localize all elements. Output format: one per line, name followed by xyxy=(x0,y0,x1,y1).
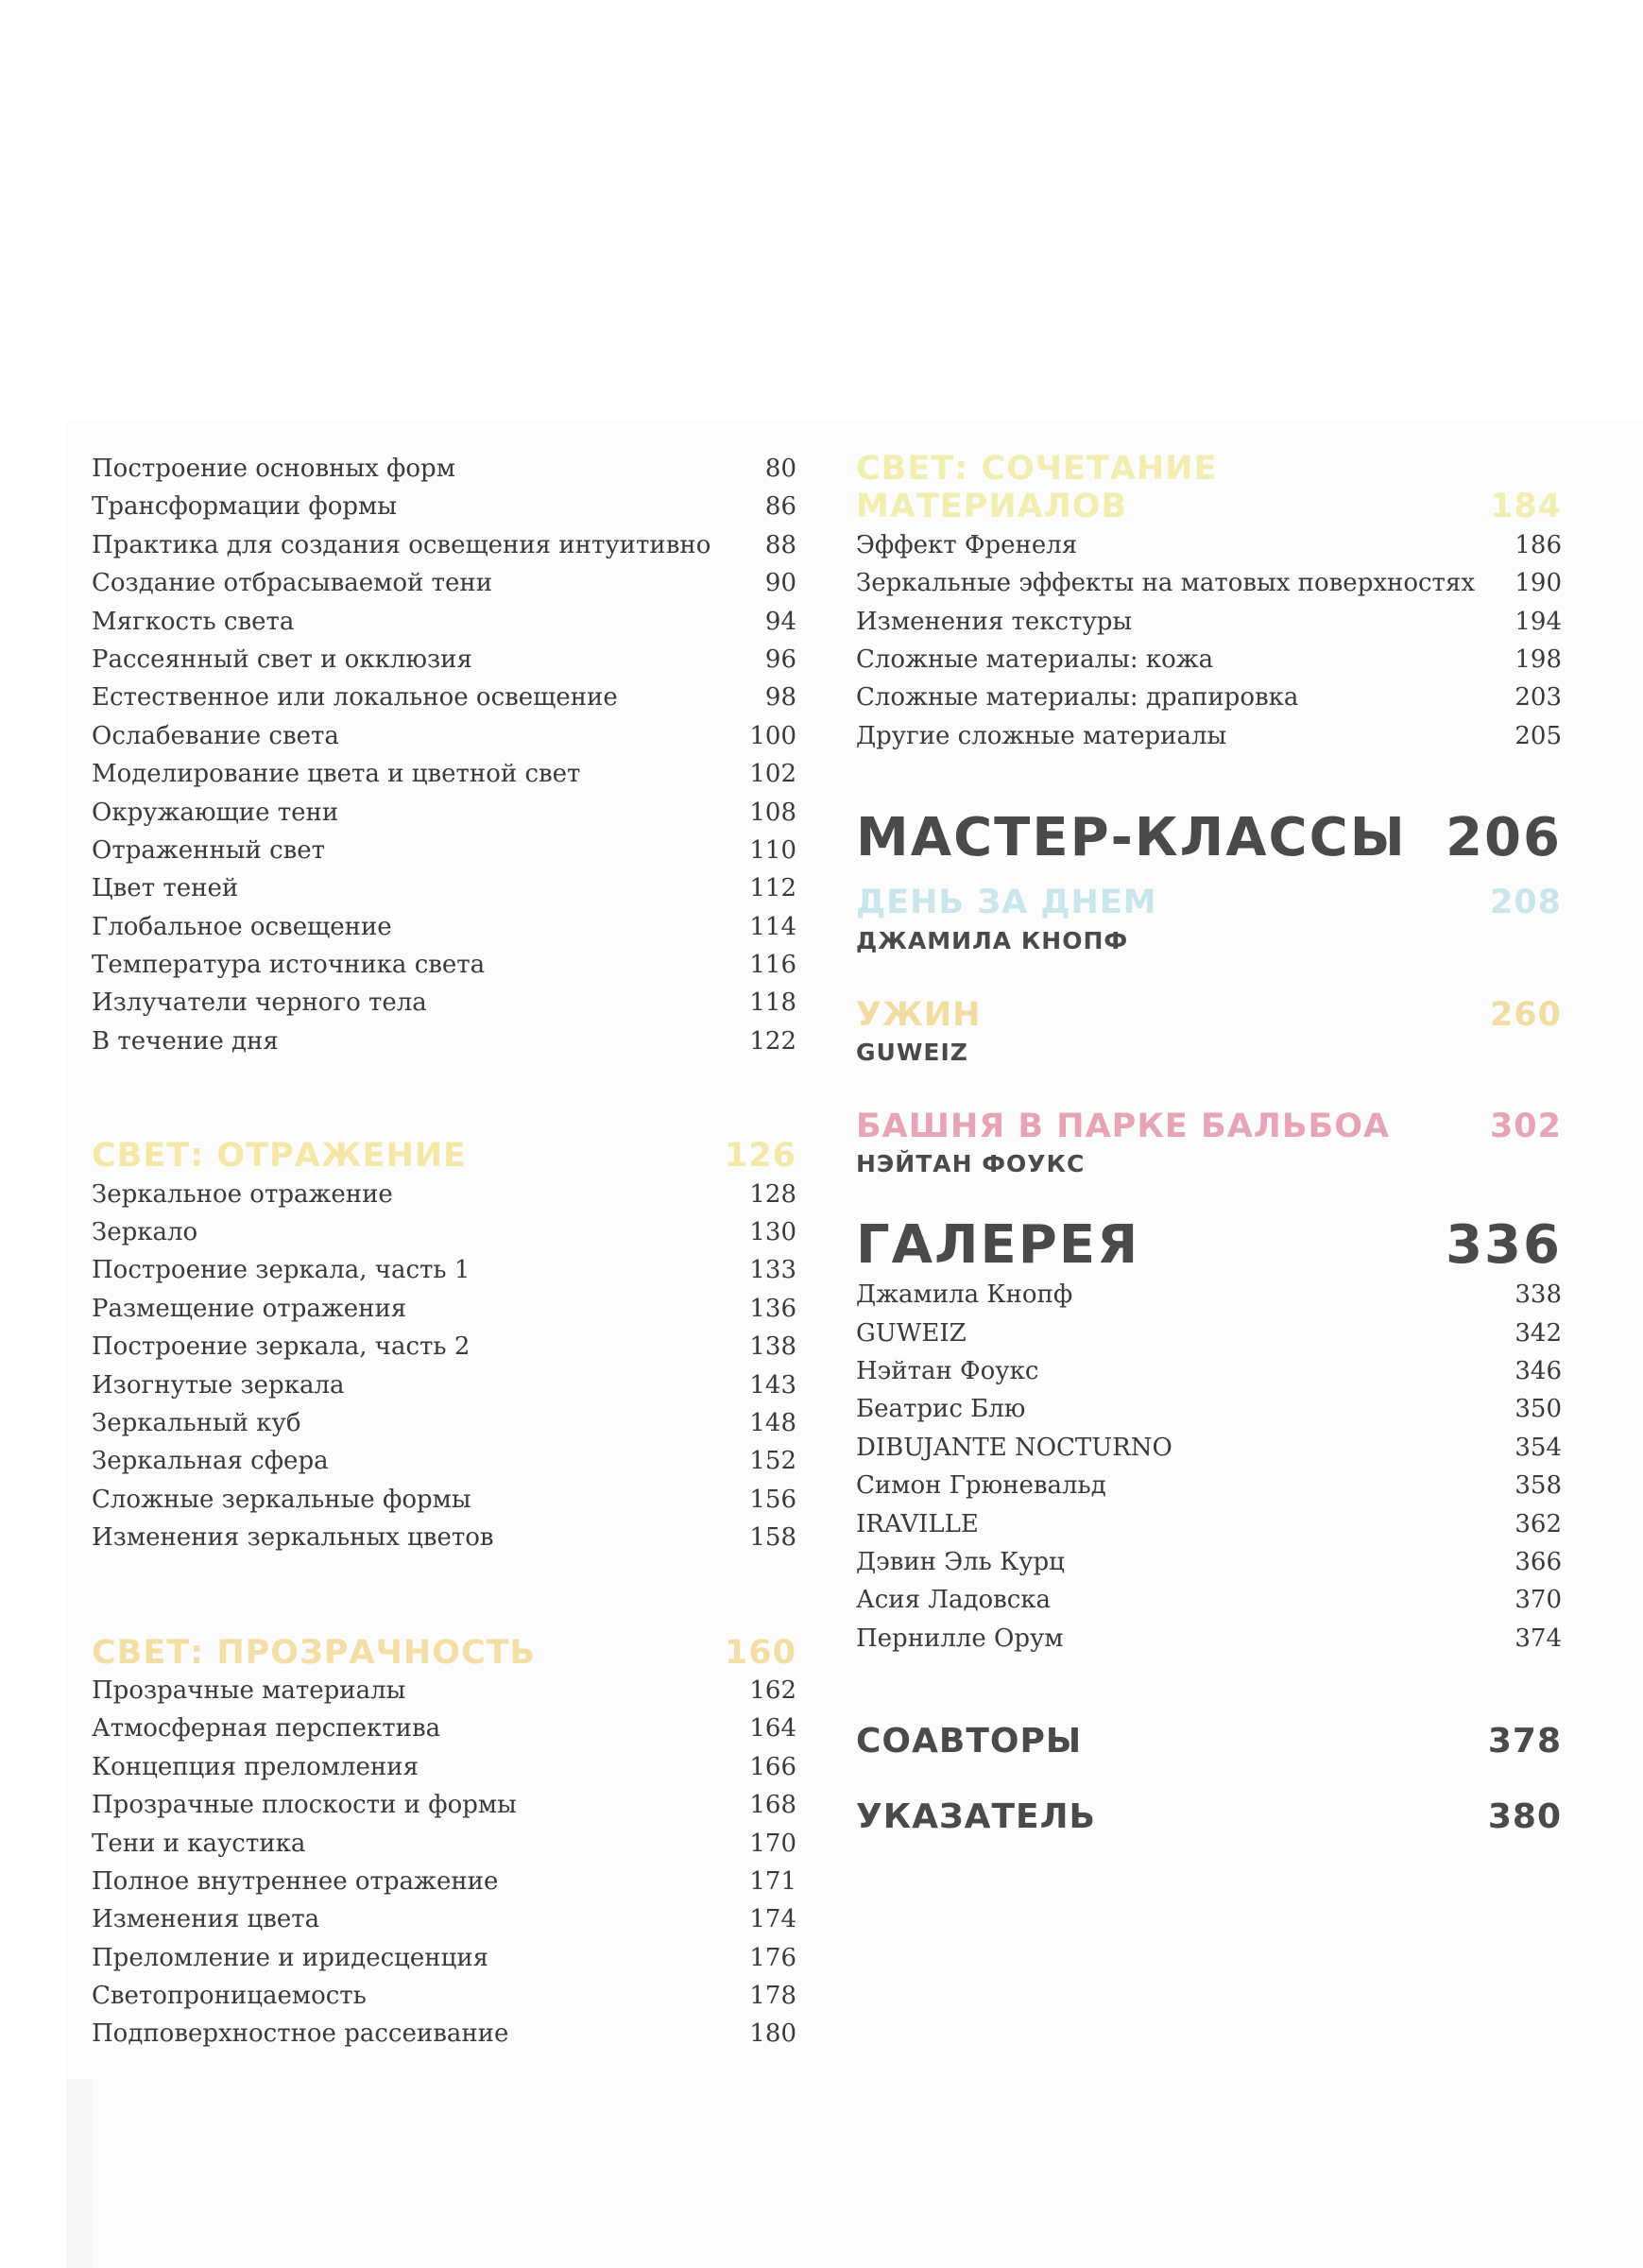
toc-entry-page: 96 xyxy=(764,644,796,674)
toc-entry-title: Джамила Кнопф xyxy=(856,1280,1073,1310)
toc-entry-title: Построение основных форм xyxy=(92,455,455,483)
toc-entry[interactable] xyxy=(856,1429,1562,1467)
section-transparency-heading[interactable] xyxy=(92,1634,796,1672)
toc-entry-title: IRAVILLE xyxy=(856,1509,979,1538)
toc-entry[interactable] xyxy=(92,755,796,793)
toc-entry-title: Концепция преломления xyxy=(92,1752,419,1781)
toc-entry[interactable] xyxy=(92,1977,796,2015)
masterclass-title: БАШНЯ В ПАРКЕ БАЛЬБОА xyxy=(856,1107,1391,1145)
toc-entry-page: 102 xyxy=(749,760,796,789)
toc-entry-title: Температура источника света xyxy=(92,951,486,980)
toc-entry-page: 148 xyxy=(749,1408,796,1437)
toc-entry-page: 354 xyxy=(1515,1433,1562,1462)
masterclass-page: 302 xyxy=(1489,1107,1562,1145)
toc-entry-page: 133 xyxy=(749,1256,796,1285)
toc-entry-page: 203 xyxy=(1515,683,1562,713)
masterclass-list xyxy=(856,884,1562,1183)
coauthors-title: СОАВТОРЫ xyxy=(856,1722,1083,1761)
toc-entry[interactable] xyxy=(92,869,796,907)
section-title: СВЕТ: ОТРАЖЕНИЕ xyxy=(92,1137,467,1176)
toc-entry-page: 362 xyxy=(1515,1509,1562,1538)
coauthors-page: 378 xyxy=(1487,1722,1562,1761)
toc-entry-page: 152 xyxy=(749,1447,796,1476)
toc-entry-title: Преломление и иридесценция xyxy=(92,1943,489,1972)
toc-entry[interactable] xyxy=(92,794,796,832)
toc-entry-title: Зеркальная сфера xyxy=(92,1447,329,1476)
toc-entry-page: 170 xyxy=(749,1829,796,1858)
toc-entry-page: 342 xyxy=(1515,1318,1562,1348)
toc-entry-title: Пернилле Орум xyxy=(856,1624,1064,1653)
toc-entry[interactable] xyxy=(856,1543,1562,1581)
toc-entry-title: Цвет теней xyxy=(92,874,239,903)
toc-entry-title: Рассеянный свет и окклюзия xyxy=(92,644,472,674)
masterclass-author: GUWEIZ xyxy=(856,1038,968,1066)
toc-entry[interactable] xyxy=(92,641,796,679)
toc-entry-title: Сложные зеркальные формы xyxy=(92,1485,471,1514)
toc-entry[interactable] xyxy=(92,1710,796,1747)
toc-entry[interactable] xyxy=(92,564,796,602)
toc-entry-title: Изменения текстуры xyxy=(856,607,1133,636)
toc-entry-title: Зеркало xyxy=(92,1218,198,1247)
toc-entry[interactable] xyxy=(92,1672,796,1710)
masterclass-author: ДЖАМИЛА КНОПФ xyxy=(856,926,1129,954)
intro-list xyxy=(92,450,796,1060)
gallery-heading[interactable] xyxy=(856,1214,1562,1277)
toc-entry[interactable] xyxy=(856,1276,1562,1314)
toc-entry[interactable] xyxy=(92,679,796,716)
section-page: 184 xyxy=(1489,488,1562,526)
toc-entry[interactable] xyxy=(92,1481,796,1519)
materials-list xyxy=(856,526,1562,755)
toc-entry[interactable] xyxy=(92,1022,796,1060)
toc-entry[interactable] xyxy=(92,1786,796,1824)
toc-entry-title: Другие сложные материалы xyxy=(856,721,1227,750)
toc-entry-title: Сложные материалы: кожа xyxy=(856,644,1214,674)
coauthors-entry[interactable] xyxy=(856,1718,1562,1765)
toc-entry-title: Трансформации формы xyxy=(92,492,397,522)
toc-entry-title: Атмосферная перспектива xyxy=(92,1714,441,1744)
toc-entry-page: 112 xyxy=(749,874,796,903)
toc-entry[interactable] xyxy=(856,1505,1562,1543)
toc-left-column xyxy=(92,450,796,2053)
masterclass-heading xyxy=(856,884,1562,921)
toc-entry[interactable] xyxy=(92,946,796,984)
toc-entry-page: 366 xyxy=(1515,1548,1562,1577)
toc-entry-page: 374 xyxy=(1515,1624,1562,1653)
toc-entry-page: 114 xyxy=(749,912,796,941)
toc-entry[interactable] xyxy=(92,1213,796,1251)
toc-entry[interactable] xyxy=(92,1748,796,1786)
toc-entry-page: 162 xyxy=(749,1675,796,1705)
toc-entry-page: 128 xyxy=(749,1179,796,1209)
toc-entry-title: Прозрачные материалы xyxy=(92,1675,406,1705)
toc-entry[interactable] xyxy=(92,1442,796,1480)
masterclass-heading xyxy=(856,996,1562,1034)
section-title: СВЕТ: ПРОЗРАЧНОСТЬ xyxy=(92,1633,537,1672)
toc-entry-page: 171 xyxy=(749,1866,796,1896)
toc-entry-page: 108 xyxy=(749,798,796,827)
toc-entry-title: Полное внутреннее отражение xyxy=(92,1866,499,1896)
toc-entry[interactable] xyxy=(92,1328,796,1366)
toc-entry-title: Эффект Френеля xyxy=(856,530,1078,559)
masterclass-page: 260 xyxy=(1489,995,1562,1034)
toc-entry[interactable] xyxy=(856,564,1562,602)
toc-entry-page: 138 xyxy=(749,1332,796,1362)
masterclasses-title: МАСТЕР-КЛАССЫ xyxy=(856,807,1407,869)
index-title: УКАЗАТЕЛЬ xyxy=(856,1797,1096,1837)
toc-entry-page: 88 xyxy=(764,530,796,559)
toc-entry[interactable] xyxy=(92,2015,796,2053)
toc-entry-page: 94 xyxy=(764,607,796,636)
toc-entry-page: 98 xyxy=(764,683,796,713)
toc-entry-title: Размещение отражения xyxy=(92,1294,407,1323)
toc-entry-page: 174 xyxy=(749,1905,796,1934)
toc-entry-page: 190 xyxy=(1515,569,1562,598)
toc-entry-title: Беатрис Блю xyxy=(856,1395,1026,1424)
section-title-line1: СВЕТ: СОЧЕТАНИЕ xyxy=(856,450,1218,488)
toc-entry[interactable] xyxy=(92,526,796,564)
toc-entry-page: 168 xyxy=(749,1791,796,1820)
toc-entry-title: Отраженный свет xyxy=(92,835,326,865)
toc-entry-page: 358 xyxy=(1515,1471,1562,1501)
toc-entry-title: Тени и каустика xyxy=(92,1829,306,1858)
toc-entry-title: Излучатели черного тела xyxy=(92,988,427,1018)
toc-entry-title: Прозрачные плоскости и формы xyxy=(92,1791,517,1820)
toc-entry-page: 176 xyxy=(749,1943,796,1972)
toc-entry[interactable] xyxy=(92,1176,796,1213)
toc-entry-title: Зеркальные эффекты на матовых поверхностях xyxy=(856,569,1475,598)
toc-entry-title: Построение зеркала, часть 1 xyxy=(92,1256,471,1285)
masterclasses-page: 206 xyxy=(1446,807,1562,869)
toc-entry-title: Сложные материалы: драпировка xyxy=(856,683,1299,713)
toc-entry-page: 186 xyxy=(1515,530,1562,559)
toc-entry-title: Нэйтан Фоукс xyxy=(856,1357,1039,1386)
toc-entry[interactable] xyxy=(856,1467,1562,1504)
toc-entry-page: 198 xyxy=(1515,644,1562,674)
toc-entry-page: 346 xyxy=(1515,1357,1562,1386)
masterclass-author: НЭЙТАН ФОУКС xyxy=(856,1150,1086,1178)
toc-entry-page: 156 xyxy=(749,1485,796,1514)
section-page: 160 xyxy=(724,1633,796,1672)
masterclasses-heading[interactable] xyxy=(856,807,1562,869)
masterclass-title: УЖИН xyxy=(856,995,982,1034)
toc-entry-page: 80 xyxy=(764,455,796,483)
toc-entry-page: 90 xyxy=(764,569,796,598)
transparency-list xyxy=(92,1672,796,2053)
toc-entry-page: 118 xyxy=(749,988,796,1018)
toc-entry-page: 86 xyxy=(764,492,796,522)
index-entry[interactable] xyxy=(856,1794,1562,1841)
toc-entry[interactable] xyxy=(856,1620,1562,1658)
section-page: 126 xyxy=(724,1137,796,1176)
toc-entry[interactable] xyxy=(92,1366,796,1404)
toc-entry-page: 178 xyxy=(749,1982,796,2011)
toc-entry-title: Подповерхностное рассеивание xyxy=(92,2019,509,2049)
toc-entry[interactable] xyxy=(856,1352,1562,1390)
toc-entry-title: Построение зеркала, часть 2 xyxy=(92,1332,471,1362)
toc-entry-title: В течение дня xyxy=(92,1026,279,1056)
toc-entry-title: Создание отбрасываемой тени xyxy=(92,569,493,598)
masterclass-entry[interactable] xyxy=(856,996,1562,1072)
toc-entry[interactable] xyxy=(92,1939,796,1977)
toc-entry-title: DIBUJANTE NOCTURNO xyxy=(856,1433,1172,1462)
masterclass-entry[interactable] xyxy=(856,1108,1562,1183)
toc-entry-page: 130 xyxy=(749,1218,796,1247)
toc-entry[interactable] xyxy=(92,488,796,525)
toc-entry-title: Глобальное освещение xyxy=(92,912,392,941)
toc-entry[interactable] xyxy=(92,1900,796,1938)
toc-entry-title: Мягкость света xyxy=(92,607,295,636)
toc-entry[interactable] xyxy=(92,717,796,755)
toc-entry[interactable] xyxy=(856,526,1562,564)
toc-entry[interactable] xyxy=(856,1581,1562,1619)
section-title-line2: МАТЕРИАЛОВ xyxy=(856,488,1128,526)
toc-entry-title: GUWEIZ xyxy=(856,1318,967,1348)
toc-entry-title: Симон Грюневальд xyxy=(856,1471,1106,1501)
masterclass-heading xyxy=(856,1108,1562,1145)
toc-entry-title: Изменения зеркальных цветов xyxy=(92,1523,494,1553)
toc-entry-title: Окружающие тени xyxy=(92,798,339,827)
toc-entry[interactable] xyxy=(856,603,1562,641)
toc-entry-title: Практика для создания освещения интуитивно xyxy=(92,530,711,559)
toc-entry[interactable] xyxy=(92,603,796,641)
toc-entry-page: 100 xyxy=(749,721,796,750)
toc-entry-title: Светопроницаемость xyxy=(92,1982,367,2011)
toc-entry-page: 194 xyxy=(1515,607,1562,636)
toc-entry[interactable] xyxy=(92,1519,796,1556)
toc-entry-title: Дэвин Эль Курц xyxy=(856,1548,1065,1577)
toc-entry-page: 180 xyxy=(749,2019,796,2049)
toc-entry-title: Моделирование цвета и цветной свет xyxy=(92,760,581,789)
toc-entry-title: Ослабевание света xyxy=(92,721,339,750)
toc-entry-title: Изменения цвета xyxy=(92,1905,320,1934)
toc-entry-page: 136 xyxy=(749,1294,796,1323)
index-page: 380 xyxy=(1487,1797,1562,1837)
toc-entry-page: 164 xyxy=(749,1714,796,1744)
toc-entry-page: 158 xyxy=(749,1523,796,1553)
gallery-page: 336 xyxy=(1446,1214,1562,1277)
toc-entry[interactable] xyxy=(92,1404,796,1442)
toc-entry-title: Асия Ладовска xyxy=(856,1586,1052,1615)
reflection-list xyxy=(92,1176,796,1557)
toc-entry-page: 116 xyxy=(749,951,796,980)
toc-entry[interactable] xyxy=(92,1251,796,1289)
toc-entry-page: 350 xyxy=(1515,1395,1562,1424)
toc-entry-title: Изогнутые зеркала xyxy=(92,1370,345,1400)
toc-entry-title: Естественное или локальное освещение xyxy=(92,683,618,713)
masterclass-page: 208 xyxy=(1489,884,1562,922)
toc-entry-page: 110 xyxy=(749,835,796,865)
toc-entry[interactable] xyxy=(856,641,1562,679)
toc-entry[interactable] xyxy=(856,717,1562,755)
toc-right-column xyxy=(856,450,1562,1841)
toc-entry-page: 370 xyxy=(1515,1586,1562,1615)
toc-entry-page: 205 xyxy=(1515,721,1562,750)
gallery-list xyxy=(856,1276,1562,1658)
toc-entry[interactable] xyxy=(856,679,1562,716)
toc-entry[interactable] xyxy=(856,1314,1562,1352)
toc-entry-title: Зеркальный куб xyxy=(92,1408,301,1437)
toc-entry[interactable] xyxy=(92,1863,796,1900)
section-materials-heading[interactable] xyxy=(856,450,1562,526)
toc-entry[interactable] xyxy=(92,450,796,488)
section-reflection-heading[interactable] xyxy=(92,1137,796,1175)
toc-entry[interactable] xyxy=(92,832,796,869)
toc-entry-page: 166 xyxy=(749,1752,796,1781)
toc-entry[interactable] xyxy=(92,1290,796,1328)
toc-entry-title: Зеркальное отражение xyxy=(92,1179,393,1209)
masterclass-entry[interactable] xyxy=(856,884,1562,959)
toc-entry[interactable] xyxy=(92,1825,796,1863)
masterclass-title: ДЕНЬ ЗА ДНЕМ xyxy=(856,884,1157,922)
toc-entry-page: 338 xyxy=(1515,1280,1562,1310)
gallery-title: ГАЛЕРЕЯ xyxy=(856,1214,1140,1277)
toc-entry[interactable] xyxy=(856,1390,1562,1428)
page-edge-shade xyxy=(66,2079,93,2268)
toc-entry[interactable] xyxy=(92,984,796,1022)
toc-entry-page: 122 xyxy=(749,1026,796,1056)
toc-entry-page: 143 xyxy=(749,1370,796,1400)
toc-entry[interactable] xyxy=(92,908,796,946)
